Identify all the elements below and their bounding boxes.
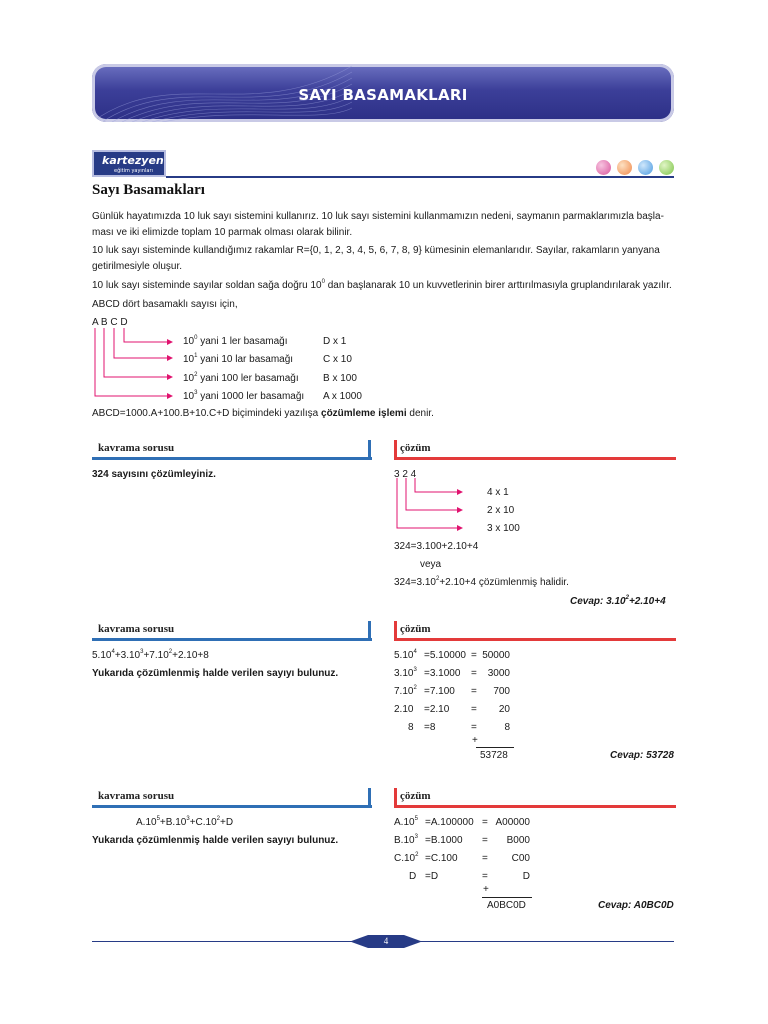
q2-row-b: =5.10000 — [424, 650, 466, 661]
place-row-hundreds: $10^2$ yani 100 ler basamağı — [183, 371, 299, 384]
q3-solution-label: çözüm — [400, 790, 431, 802]
q2-row-value: 3000 — [487, 668, 510, 679]
q3-row-value: C00 — [511, 853, 530, 864]
page-title: SAYI BASAMAKLARI — [298, 86, 468, 104]
q2-row-eq: = — [471, 704, 477, 715]
digits-abcd: A B C D — [92, 317, 128, 328]
q2-row-value: 8 — [504, 722, 510, 733]
intro-conclusion: ABCD=1000.A+100.B+10.C+D biçimindeki yazılışa çözümleme işlemi denir. — [92, 408, 434, 419]
place-row-thousands: $10^3$ yani 1000 ler basamağı — [183, 389, 305, 402]
q3-row-eq: = — [482, 853, 488, 864]
q2-row-a: 7.10$^2$ — [394, 684, 417, 697]
arrow-q1-2 — [406, 478, 462, 510]
q3-row-b: =A.100000 — [425, 817, 474, 828]
section-heading: Sayı Basamakları — [92, 182, 205, 198]
q3-row-a: D — [409, 871, 417, 882]
arrow-q1-4 — [415, 478, 462, 492]
q2-solution-bar — [394, 638, 676, 641]
intro-paragraph-2b: getirilmesiyle oluşur. — [92, 261, 183, 272]
q3-row-eq: = — [482, 817, 488, 828]
q3-solution-bar — [394, 805, 676, 808]
q3-question-bar — [92, 805, 372, 808]
q1-item-tens: 2 x 10 — [487, 505, 515, 516]
q3-row-eq: = — [482, 835, 488, 846]
q1-item-ones: 4 x 1 — [487, 487, 509, 498]
q1-solution-bar — [394, 457, 676, 460]
q2-question-label: kavrama sorusu — [98, 623, 175, 635]
q3-solution-bar-start — [394, 788, 397, 808]
q2-question: Yukarıda çözümlenmiş halde verilen sayıyı bulunuz. — [92, 668, 339, 679]
q3-row-b: =D — [425, 871, 439, 882]
place-value-hundreds: B x 100 — [323, 373, 357, 384]
q2-row-a: 5.10$^4$ — [394, 648, 417, 661]
intro-paragraph-1a: Günlük hayatımızda 10 luk sayı sistemini kullanırız. 10 luk sayı sistemini kullanmamızın nedeni, saymanın parmaklarımızla başla- — [92, 211, 664, 222]
q2-question-bar — [92, 638, 372, 641]
arrow-c — [114, 328, 172, 358]
arrow-a — [95, 328, 172, 396]
place-value-thousands: A x 1000 — [323, 391, 362, 402]
intro-paragraph-1b: ması ve iki elimizde toplam 10 parmak olması olarak bilinir. — [92, 227, 353, 238]
q2-row-a: 2.10 — [394, 704, 414, 715]
q2-solution-label: çözüm — [400, 623, 431, 635]
page-number: 4 — [383, 936, 389, 946]
logo-brand: kartezyen — [102, 154, 164, 167]
place-value-ones: D x 1 — [323, 336, 347, 347]
q1-answer: Cevap: $3.10^2+2.10+4$ — [570, 594, 666, 607]
q2-row-a: 8 — [408, 722, 414, 733]
arrow-q1-3 — [397, 478, 462, 528]
q1-digits: 3 2 4 — [394, 469, 417, 480]
intro-paragraph-4: ABCD dört basamaklı sayısı için, — [92, 299, 238, 310]
q1-question: 324 sayısını çözümleyiniz. — [92, 469, 216, 480]
q1-solution-bar-start — [394, 440, 397, 460]
q3-row-a: $C.10^2$ — [394, 851, 419, 864]
q1-expansion: 324=3.100+2.10+4 — [394, 541, 479, 552]
q2-row-b: =3.1000 — [424, 668, 461, 679]
q2-answer: Cevap: 53728 — [610, 750, 674, 761]
q1-question-label: kavrama sorusu — [98, 442, 175, 454]
q2-plus: + — [472, 735, 478, 746]
q2-solution-bar-start — [394, 621, 397, 641]
q3-question-bar-end — [368, 788, 371, 808]
q3-row-b: =B.1000 — [425, 835, 463, 846]
intro-paragraph-3: 10 luk sayı sisteminde sayılar soldan sağa doğru $10^0$ dan başlanarak 10 un kuvvetlerinin birer arttırılmasıyla gruplandırılarak yazılır. — [92, 278, 672, 291]
q2-expression: $5.10^4+3.10^3+7.10^2+2.10+8$ — [92, 648, 209, 661]
q3-question-label: kavrama sorusu — [98, 790, 175, 802]
q2-row-eq: = — [471, 686, 477, 697]
q3-plus: + — [483, 884, 489, 895]
logo-tagline: eğitim yayınları — [114, 168, 153, 174]
q1-question-bar-end — [368, 440, 371, 460]
q2-row-eq: = — [471, 722, 477, 733]
q2-sum-line — [476, 747, 514, 748]
q2-total: 53728 — [480, 750, 508, 761]
q3-row-a: $B.10^3$ — [394, 833, 418, 846]
q1-question-bar — [92, 457, 372, 460]
q1-item-hundreds: 3 x 100 — [487, 523, 520, 534]
place-row-tens: $10^1$ yani 10 lar basamağı — [183, 352, 294, 365]
place-row-ones: $10^0$ yani 1 ler basamağı — [183, 334, 288, 347]
q3-question: Yukarıda çözümlenmiş halde verilen sayıyı bulunuz. — [92, 835, 339, 846]
q3-total: A0BC0D — [487, 900, 526, 911]
q3-row-value: D — [522, 871, 530, 882]
q1-or: veya — [420, 559, 442, 570]
q2-row-a: 3.10$^3$ — [394, 666, 417, 679]
q2-row-value: 700 — [493, 686, 510, 697]
q3-row-value: B000 — [506, 835, 530, 846]
q2-row-b: =7.100 — [424, 686, 455, 697]
q1-solution-label: çözüm — [400, 442, 431, 454]
q3-row-a: $A.10^5$ — [394, 815, 418, 828]
q2-row-eq: = — [471, 650, 477, 661]
q2-row-b: =2.10 — [424, 704, 450, 715]
q3-expression: $A.10^5+B.10^3+C.10^2+D$ — [136, 815, 234, 828]
q2-row-value: 50000 — [482, 650, 510, 661]
q1-expansion-power: $324=3.10^2+2.10+4$ çözümlenmiş halidir. — [394, 575, 569, 588]
q3-row-value: A00000 — [495, 817, 530, 828]
q2-question-bar-end — [368, 621, 371, 641]
intro-paragraph-2a: 10 luk sayı sisteminde kullandığımız rakamlar R={0, 1, 2, 3, 4, 5, 6, 7, 8, 9} kümesinin elemanlarıdır. Sayılar, rakamların yanyana — [92, 245, 660, 256]
q3-row-eq: = — [482, 871, 488, 882]
q2-row-value: 20 — [498, 704, 510, 715]
place-value-tens: C x 10 — [323, 354, 352, 365]
q3-answer: Cevap: A0BC0D — [598, 900, 674, 911]
q3-row-b: =C.100 — [425, 853, 458, 864]
arrow-d — [124, 328, 172, 342]
q3-sum-line — [482, 897, 532, 898]
q2-row-b: =8 — [424, 722, 436, 733]
q2-row-eq: = — [471, 668, 477, 679]
